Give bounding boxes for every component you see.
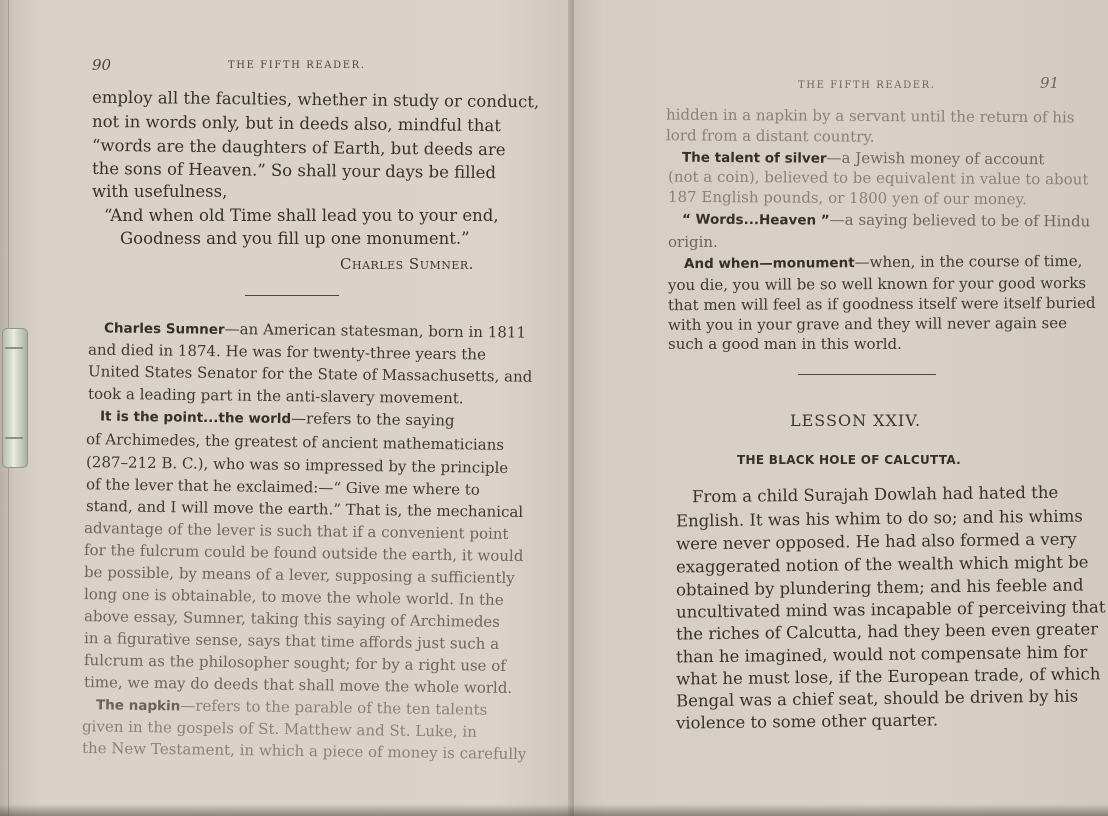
- note-line: in a figurative sense, says that time affords just such a: [83, 629, 500, 653]
- note-line: long one is obtainable, to move the whole world. In the: [83, 585, 504, 609]
- left-page-number: 90: [92, 56, 112, 74]
- right-page-number: 91: [1040, 74, 1060, 92]
- section-rule: [798, 374, 936, 375]
- note-line: It is the point...the world—refers to the saying: [99, 408, 455, 430]
- note-line: given in the gospels of St. Matthew and St. Luke, in: [81, 717, 478, 741]
- bookmark-ridge: [5, 347, 23, 349]
- note-line: and died in 1874. He was for twenty-three years the: [87, 340, 487, 364]
- right-running-head: THE FIFTH READER.: [798, 80, 936, 91]
- note-line: be possible, by means of a lever, supposing a sufficiently: [83, 562, 515, 588]
- note-line: The napkin—refers to the parable of the ten talents: [95, 696, 488, 719]
- verse-line: Goodness and you fill up one monument.”: [120, 229, 470, 248]
- right-page: [574, 0, 1108, 816]
- note-line: And when—monument—when, in the course of time,: [683, 251, 1083, 273]
- bookmark-clip: [2, 328, 28, 468]
- lesson-line: From a child Surajah Dowlah had hated the: [691, 482, 1059, 507]
- lesson-line: than he imagined, would not compensate him for: [675, 642, 1088, 667]
- section-rule: [245, 295, 339, 296]
- note-term: It is the point...the world: [99, 408, 292, 428]
- note-line: “ Words...Heaven ”—a saying believed to be of Hindu: [681, 210, 1091, 231]
- signature: Charles Sumner.: [340, 255, 474, 273]
- lesson-line: what he must lose, if the European trade, of which: [675, 664, 1101, 689]
- note-line: of Archimedes, the greatest of ancient mathematicians: [85, 430, 505, 454]
- essay-line: with usefulness,: [92, 182, 228, 201]
- note-line: (287–212 B. C.), who was so impressed by the principle: [85, 453, 509, 477]
- note-line: that men will feel as if goodness itself were itself buried: [667, 293, 1096, 315]
- left-running-head: THE FIFTH READER.: [228, 60, 366, 71]
- note-line: (not a coin), believed to be equivalent in value to about: [667, 167, 1089, 189]
- verse-line: “And when old Time shall lead you to your end,: [104, 206, 499, 225]
- lesson-title: THE BLACK HOLE OF CALCUTTA.: [737, 453, 961, 467]
- lesson-line: violence to some other quarter.: [675, 710, 939, 733]
- note-line: time, we may do deeds that shall move the whole world.: [83, 673, 513, 697]
- lesson-line: were never opposed. He had also formed a very: [675, 529, 1077, 554]
- note-line: took a leading part in the anti-slavery movement.: [87, 384, 464, 408]
- note-line: 187 English pounds, or 1800 yen of our money.: [667, 187, 1027, 209]
- note-line: lord from a distant country.: [665, 126, 875, 146]
- note-line: origin.: [668, 233, 718, 251]
- essay-line: not in words only, but in deeds also, mindful that: [91, 111, 502, 136]
- bottom-shadow: [0, 804, 1108, 816]
- essay-line: employ all the faculties, whether in study or conduct,: [91, 87, 540, 112]
- note-term: “ Words...Heaven ”: [681, 211, 830, 229]
- note-line: hidden in a napkin by a servant until the return of his: [665, 105, 1075, 127]
- note-line: United States Senator for the State of Massachusetts, and: [87, 362, 533, 386]
- lesson-line: the riches of Calcutta, had they been even greater: [675, 619, 1099, 644]
- note-line: of the lever that he exclaimed:—“ Give me where to: [85, 475, 480, 499]
- note-line: above essay, Sumner, taking this saying of Archimedes: [83, 607, 501, 631]
- lesson-line: obtained by plundering them; and his feeble and: [675, 575, 1084, 600]
- essay-line: the sons of Heaven.” So shall your days be filled: [91, 158, 497, 183]
- note-line: for the fulcrum could be found outside the earth, it would: [83, 540, 524, 566]
- lesson-line: uncultivated mind was incapable of perceiving that: [675, 597, 1106, 622]
- note-line: Charles Sumner—an American statesman, born in 1811: [103, 319, 527, 342]
- lesson-line: English. It was his whim to do so; and his whims: [675, 506, 1083, 531]
- note-line: the New Testament, in which a piece of money is carefully: [81, 738, 527, 764]
- note-line: stand, and I will move the earth.” That is, the mechanical: [85, 496, 524, 522]
- note-line: with you in your grave and they will never again see: [667, 313, 1068, 335]
- lesson-line: Bengal was a chief seat, should be driven by his: [675, 686, 1079, 711]
- note-line: The talent of silver—a Jewish money of account: [681, 148, 1045, 169]
- bookmark-ridge: [5, 437, 23, 439]
- essay-line: “words are the daughters of Earth, but deeds are: [91, 135, 506, 160]
- note-term: And when—monument: [683, 255, 855, 273]
- note-term: The napkin: [95, 697, 181, 715]
- note-term: Charles Sumner: [103, 320, 225, 338]
- lesson-heading: LESSON XXIV.: [790, 411, 922, 430]
- note-line: such a good man in this world.: [668, 335, 902, 353]
- note-line: fulcrum as the philosopher sought; for by a right use of: [83, 651, 506, 675]
- note-line: you die, you will be so well known for your good works: [667, 273, 1087, 295]
- note-line: advantage of the lever is such that if a convenient point: [83, 519, 509, 543]
- note-term: The talent of silver: [681, 149, 827, 167]
- lesson-line: exaggerated notion of the wealth which might be: [675, 552, 1089, 577]
